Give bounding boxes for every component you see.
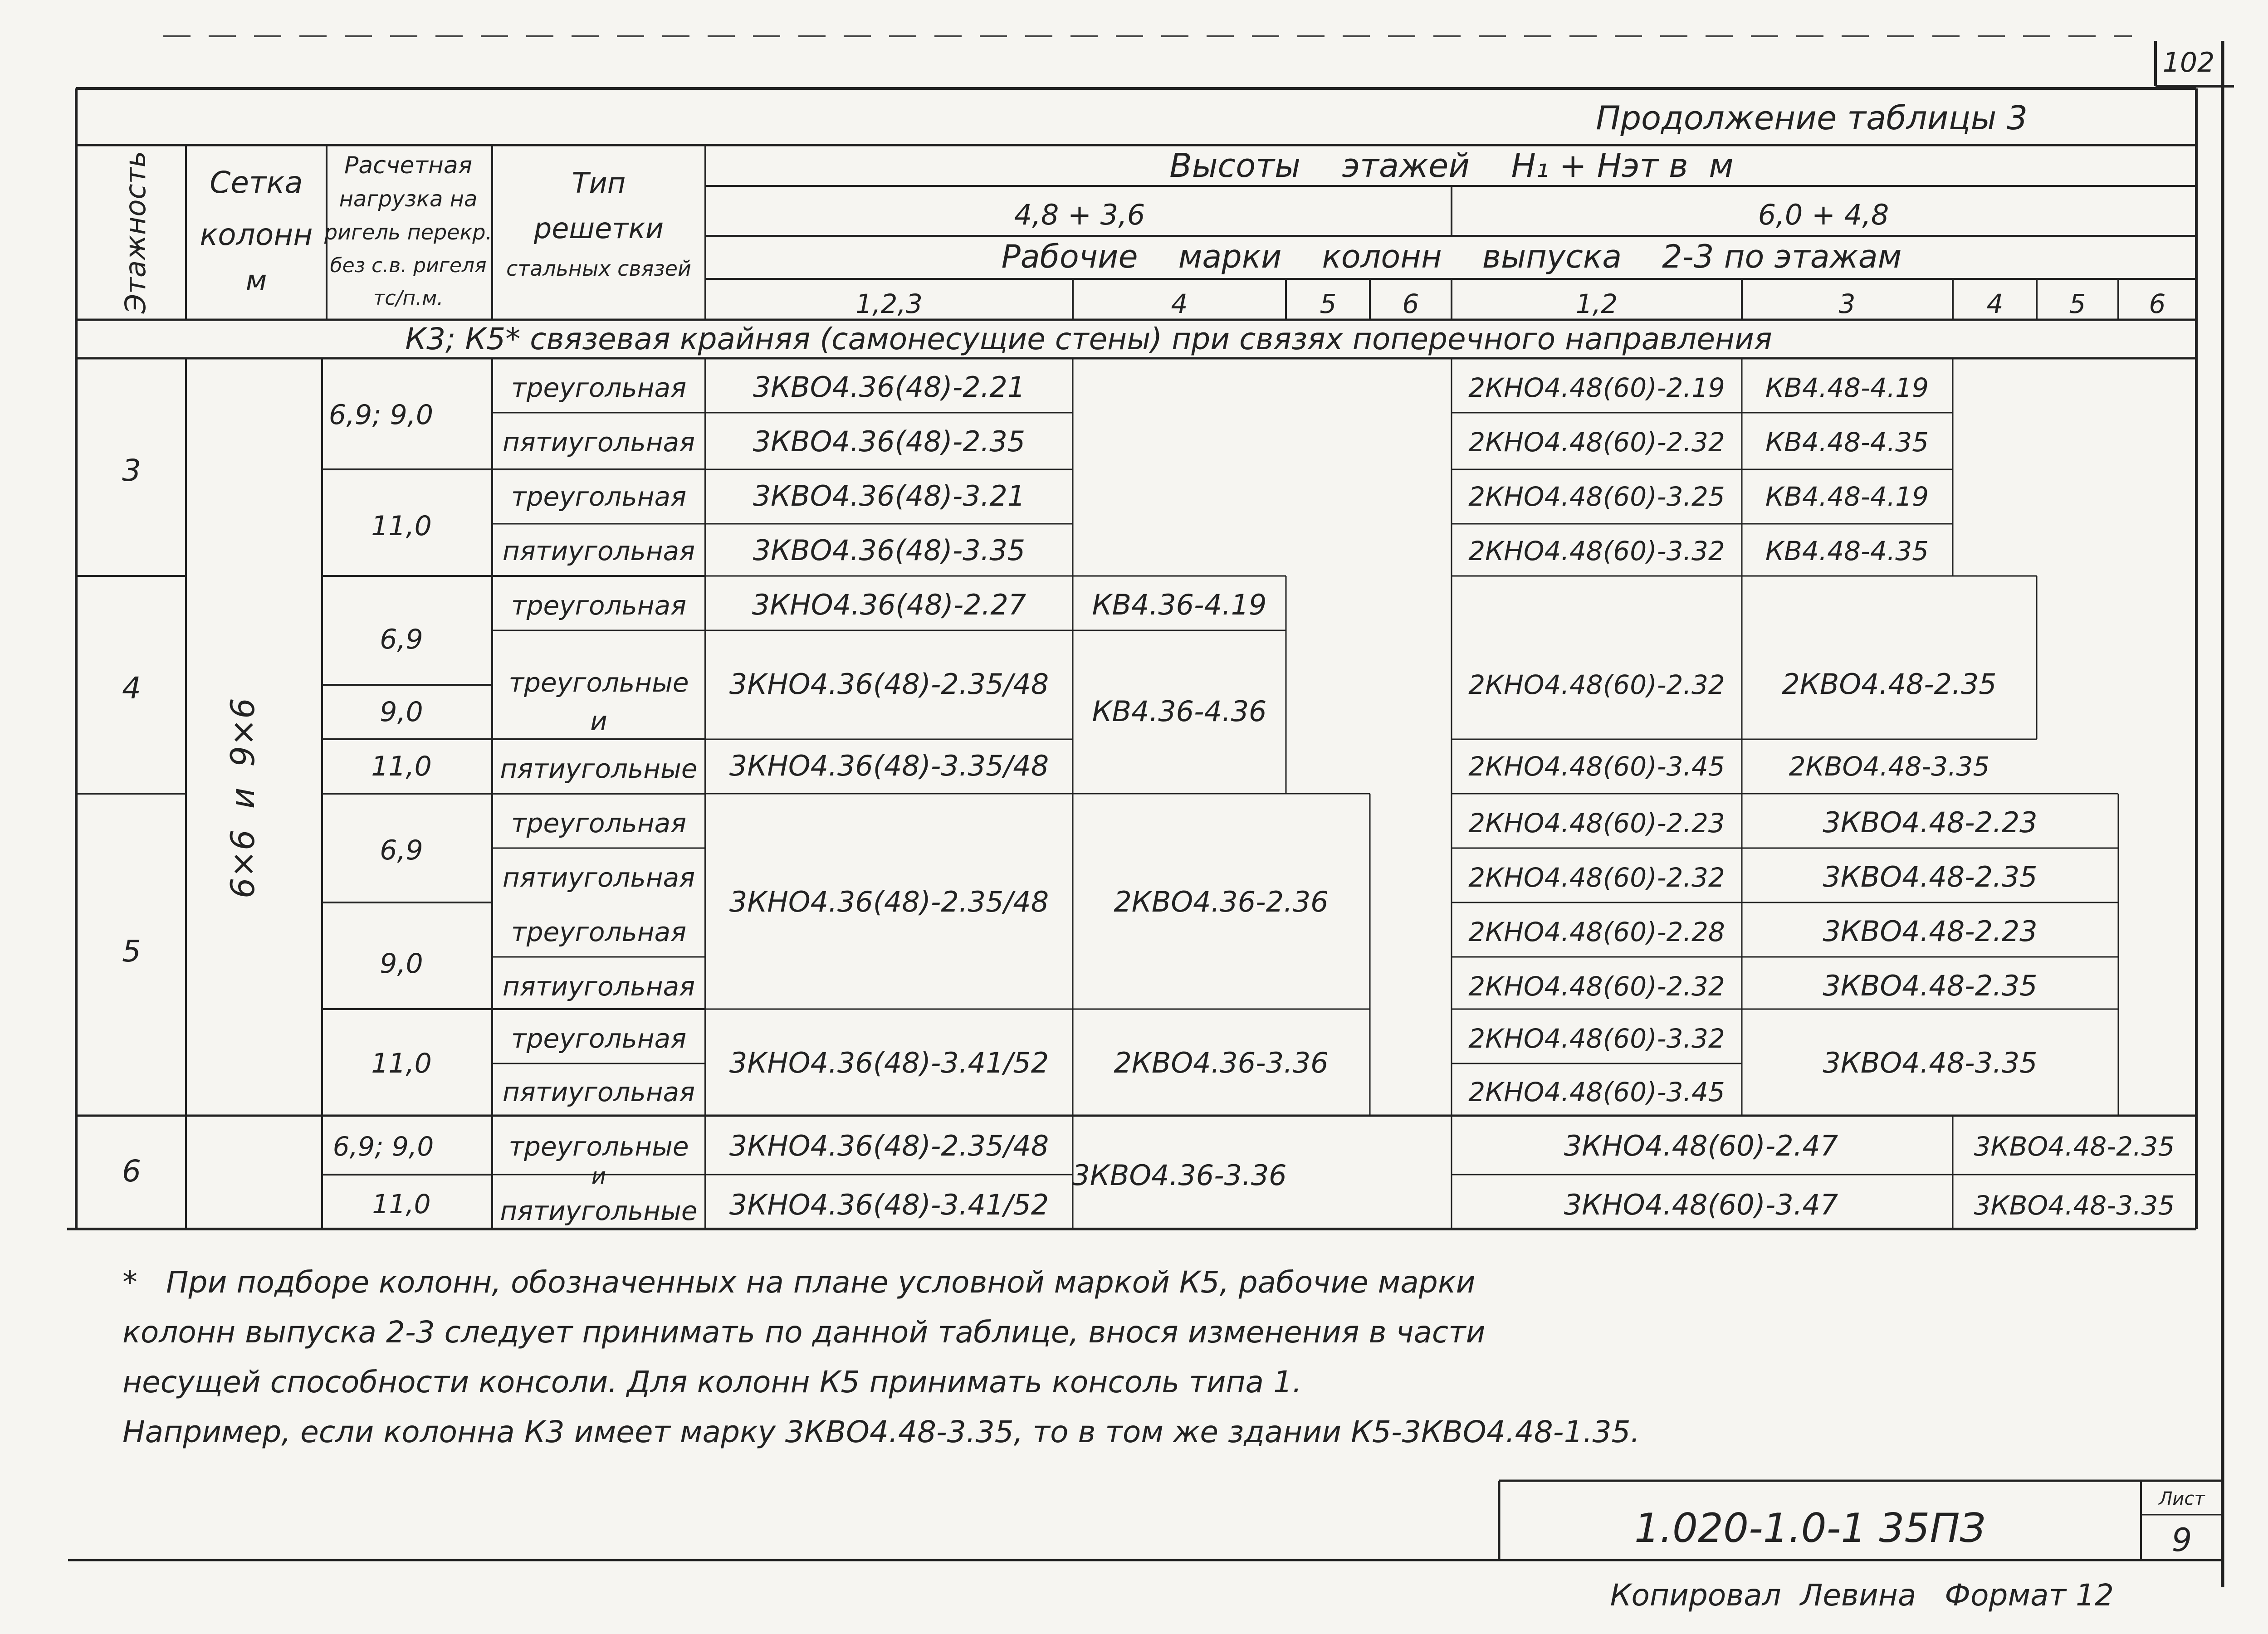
floor-col: 4 [1171, 288, 1188, 319]
column-mark: 2КВО4.48-3.35 [1789, 751, 1990, 782]
header-lattice-1: Тип [572, 166, 626, 200]
header-lattice-3: стальных связей [506, 256, 691, 281]
load-value: 11,0 [372, 1189, 431, 1219]
column-mark: 3КВО4.48-2.35 [1823, 860, 2038, 893]
column-mark: 3КВО4.48-2.23 [1823, 806, 2038, 839]
footer-text: Копировал Левина Формат 12 [1610, 1578, 2114, 1613]
storey-label: 3 [122, 453, 141, 488]
column-mark: 2КНО4.48(60)-2.19 [1468, 372, 1725, 403]
column-mark: 3КВО4.36(48)-3.21 [753, 479, 1026, 512]
section-title: К3; К5* связевая крайняя (самонесущие стены) при связях поперечного направления [405, 322, 1772, 356]
column-mark: 3КВО4.48-2.35 [1974, 1131, 2175, 1162]
column-mark: 3КНО4.36(48)-2.35/48 [729, 668, 1049, 701]
lattice-type: пятиугольные [500, 1195, 698, 1226]
column-mark: 3КВО4.48-3.35 [1974, 1190, 2175, 1221]
header-load-4: без с.в. ригеля [330, 254, 487, 277]
column-mark: КВ4.36-4.19 [1092, 588, 1267, 621]
lattice-type: треугольные [508, 1131, 689, 1162]
load-value: 11,0 [371, 510, 432, 542]
header-load-2: нагрузка на [339, 186, 478, 212]
column-mark: 3КВО4.36-3.36 [1072, 1159, 1287, 1192]
page-number: 102 [2162, 47, 2215, 78]
lattice-type: треугольная [511, 1023, 687, 1054]
sheet-label: Лист [2159, 1488, 2205, 1509]
load-value: 6,9 [380, 624, 423, 655]
floor-col: 6 [1402, 288, 1419, 319]
lattice-type: треугольная [511, 808, 687, 839]
footnote [122, 1265, 1640, 1449]
lattice-type: треугольные [508, 667, 689, 698]
column-mark: КВ4.48-4.35 [1765, 427, 1929, 458]
floor-col: 3 [1838, 288, 1856, 319]
column-mark: 2КНО4.48(60)-3.45 [1468, 1077, 1725, 1107]
column-mark: КВ4.48-4.19 [1765, 481, 1929, 512]
column-mark: 3КНО4.36(48)-2.27 [752, 588, 1026, 621]
column-mark: 3КНО4.36(48)-3.41/52 [729, 1188, 1049, 1221]
lattice-type: и [591, 1163, 606, 1189]
column-mark: 3КВО4.36(48)-3.35 [753, 534, 1026, 567]
header-load-5: тс/п.м. [373, 287, 444, 310]
lattice-types [500, 372, 697, 1226]
column-mark: 3КВО4.36(48)-2.21 [753, 371, 1026, 404]
column-mark: 2КНО4.48(60)-2.23 [1468, 808, 1725, 839]
page-number-box [2156, 41, 2234, 1587]
column-mark: 2КНО4.48(60)-3.32 [1468, 536, 1725, 566]
lattice-type: пятиугольная [502, 427, 695, 458]
footnote-line: * При подборе колонн, обозначенных на плане условной маркой К5, рабочие марки [122, 1265, 1476, 1300]
footnote-line: Например, если колонна К3 имеет марку 3КВО4.48-3.35, то в том же здании К5-3КВО4.48-1.35. [122, 1415, 1640, 1449]
load-value: 9,0 [380, 948, 423, 980]
load-value: 6,9 [380, 834, 423, 866]
header-grid-2: колонн [200, 217, 313, 252]
header-height-1: 4,8 + 3,6 [1014, 198, 1145, 231]
load-value: 6,9; 9,0 [332, 1131, 434, 1162]
lattice-type: пятиугольная [502, 536, 695, 566]
column-mark: 2КНО4.48(60)-2.28 [1468, 917, 1725, 947]
column-mark: 3КНО4.48(60)-2.47 [1564, 1129, 1838, 1162]
column-mark: 3КВО4.48-2.23 [1823, 915, 2038, 948]
column-mark: КВ4.48-4.19 [1765, 372, 1929, 403]
floor-col: 1,2,3 [855, 288, 923, 319]
column-mark: 2КНО4.48(60)-2.32 [1468, 669, 1725, 700]
header-load-1: Расчетная [344, 152, 472, 179]
lattice-type: пятиугольная [502, 1077, 695, 1107]
header-storeys: Этажность [119, 151, 152, 314]
floor-col: 4 [1986, 288, 2004, 319]
floor-columns [855, 288, 2165, 319]
lattice-type: треугольная [511, 917, 687, 947]
column-mark: 2КНО4.48(60)-2.32 [1468, 427, 1725, 458]
load-value: 6,9; 9,0 [328, 399, 434, 431]
lattice-type: пятиугольная [502, 971, 695, 1002]
footnote-line: несущей способности консоли. Для колонн К5 принимать консоль типа 1. [122, 1365, 1302, 1400]
header-lattice-2: решетки [533, 212, 664, 245]
storey-label: 5 [122, 934, 141, 969]
load-values [329, 399, 434, 1219]
lattice-type: пятиугольные [500, 753, 698, 784]
column-mark: КВ4.48-4.35 [1765, 536, 1929, 566]
sheet-number: 9 [2171, 1522, 2192, 1559]
column-mark: 3КНО4.36(48)-2.35/48 [729, 885, 1049, 918]
marks-h36-floors-123 [729, 371, 1049, 1221]
marks-h48-upper [1765, 372, 2175, 1221]
lattice-type: треугольная [511, 590, 687, 621]
load-value: 9,0 [380, 696, 423, 728]
column-mark: 3КВО4.36(48)-2.35 [753, 425, 1026, 458]
column-mark: 2КВО4.36-3.36 [1114, 1046, 1329, 1079]
lattice-type: пятиугольная [502, 862, 695, 893]
column-mark: 3КНО4.36(48)-3.35/48 [729, 749, 1049, 782]
lattice-type: треугольная [511, 481, 687, 512]
column-mark: 2КНО4.48(60)-2.32 [1468, 862, 1725, 893]
storey-label: 6 [122, 1154, 141, 1189]
header-heights: Высоты этажей H₁ + Hэт в м [1169, 146, 1734, 185]
header-grid-3: м [245, 264, 267, 297]
lattice-type: треугольная [511, 372, 687, 403]
column-mark: КВ4.36-4.36 [1092, 695, 1267, 728]
marks-h36-upper [1072, 588, 1328, 1192]
header-grid-1: Сетка [210, 165, 303, 200]
storey-label: 4 [122, 671, 141, 706]
grid-label: 6×6 и 9×6 [224, 697, 262, 899]
column-mark: 2КНО4.48(60)-2.32 [1468, 971, 1725, 1002]
column-mark: 2КНО4.48(60)-3.25 [1468, 481, 1725, 512]
floor-col: 1,2 [1575, 288, 1618, 319]
column-mark: 2КНО4.48(60)-3.45 [1468, 751, 1725, 782]
column-mark: 3КВО4.48-3.35 [1823, 1046, 2038, 1079]
lattice-type: и [590, 706, 607, 737]
load-value: 11,0 [371, 751, 432, 782]
column-mark: 3КНО4.48(60)-3.47 [1564, 1188, 1838, 1221]
column-mark: 3КВО4.48-2.35 [1823, 969, 2038, 1002]
header-load-3: ригель перекр. [324, 220, 493, 244]
footnote-line: колонн выпуска 2-3 следует принимать по данной таблице, внося изменения в части [122, 1315, 1486, 1350]
floor-col: 5 [1320, 288, 1337, 319]
header-marks: Рабочие марки колонн выпуска 2-3 по этажам [1001, 238, 1902, 275]
table-title: Продолжение таблицы 3 [1596, 99, 2028, 137]
header-height-2: 6,0 + 4,8 [1758, 198, 1889, 231]
column-mark: 2КВО4.48-2.35 [1782, 668, 1997, 701]
floor-col: 6 [2149, 288, 2166, 319]
doc-code: 1.020-1.0-1 35ПЗ [1634, 1505, 1985, 1551]
column-mark: 2КВО4.36-2.36 [1114, 885, 1329, 918]
column-mark: 3КНО4.36(48)-2.35/48 [729, 1129, 1049, 1162]
load-value: 11,0 [371, 1048, 432, 1079]
column-mark: 2КНО4.48(60)-3.32 [1468, 1023, 1725, 1054]
column-mark: 3КНО4.36(48)-3.41/52 [729, 1046, 1049, 1079]
floor-col: 5 [2069, 288, 2086, 319]
